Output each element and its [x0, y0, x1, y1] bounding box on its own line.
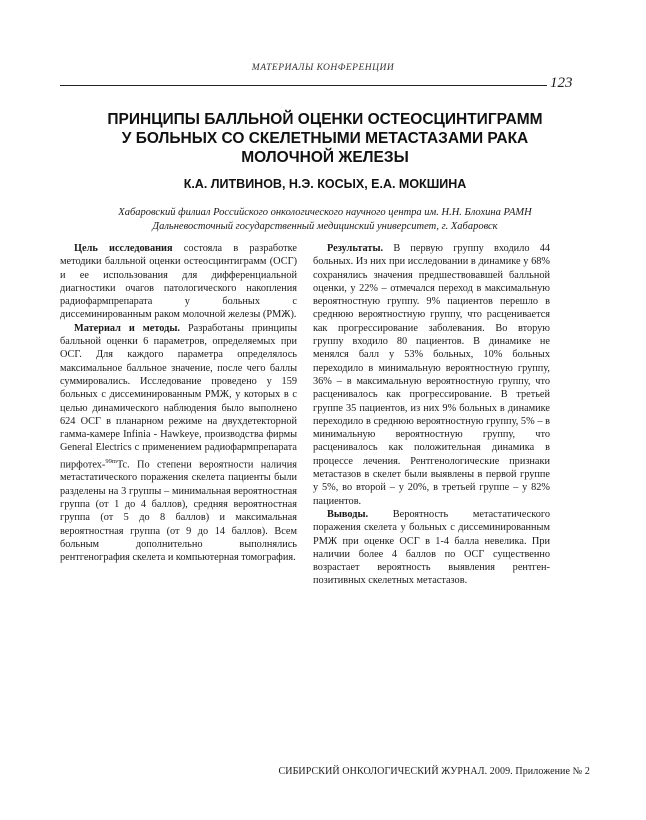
title-line: У БОЛЬНЫХ СО СКЕЛЕТНЫМИ МЕТАСТАЗАМИ РАКА — [121, 130, 529, 147]
header-rule — [60, 85, 547, 86]
aim-paragraph — [60, 242, 297, 322]
results-heading: Результаты. — [327, 243, 384, 254]
authors: К.А. ЛИТВИНОВ, Н.Э. КОСЫХ, Е.А. МОКШИНА — [183, 177, 467, 191]
aim-text: состояла в разработке методики балльной оценки остеосцинтиграмм (ОСГ) и ее использования для дифференциальной диагностики очагов патологического накопления радиофармпрепарата у больных с диссеминированным раком молочной железы (РМЖ). — [60, 243, 297, 321]
title-line: ПРИНЦИПЫ БАЛЛЬНОЙ ОЦЕНКИ ОСТЕОСЦИНТИГРАММ — [107, 111, 543, 128]
article-title — [60, 110, 590, 167]
conclusions-heading: Выводы. — [327, 508, 369, 520]
methods-heading: Материал и методы. — [74, 322, 180, 334]
title-line: МОЛОЧНОЙ ЖЕЛЕЗЫ — [241, 149, 409, 166]
methods-text-continued: Tc. По степени вероятности наличия метастатического поражения скелета пациенты были разделены на 3 группы – минимальная вероятностная группа (от 1 до 4 баллов), средняя вероятностная группа (от 5 до 8 баллов) и максимальная вероятностная группа (от 9 до 14 баллов). Всем больным дополнительно выполнялись рентгенография скелета и компьютерная томография. — [60, 459, 297, 564]
affiliation: Хабаровский филиал Российского онкологического научного центра им. Н.Н. Блохина РАМН — [118, 207, 532, 218]
left-column — [60, 242, 297, 565]
aim-heading: Цель исследования — [74, 243, 173, 254]
affiliation: Дальневосточный государственный медицинский университет, г. Хабаровск — [152, 221, 498, 232]
affiliations — [60, 206, 590, 234]
right-column — [313, 242, 550, 588]
conclusions-paragraph — [313, 508, 550, 588]
methods-text: Разработаны принципы балльной оценки 6 параметров, определяемых при ОСГ. Для каждого параметра определялось максимальное балльное значение, после чего баллы суммировались. Исследование проведено у 159 больных с диссеминированным РМЖ, у которых в с целью динамического наблюдения было выполнено 624 ОСГ в планарном режиме на двухдетекторной гамма-камере Infinia - Hawkeye, производства фирмы General Electrics с применением радиофармпрепарата пирфотех- — [60, 322, 297, 471]
page-number: 123 — [550, 75, 573, 91]
journal-footer: СИБИРСКИЙ ОНКОЛОГИЧЕСКИЙ ЖУРНАЛ. 2009. Приложение № 2 — [278, 766, 590, 777]
running-head: МАТЕРИАЛЫ КОНФЕРЕНЦИИ — [251, 63, 395, 73]
methods-paragraph — [60, 322, 297, 565]
isotope-superscript: 99m — [105, 457, 117, 465]
results-text: В первую группу входило 44 больных. Из них при исследовании в динамике у 68% сохранялись значения предшествовавшей балльной оценки, у 22% – отмечался переход в максимальную вероятностную группу. 9% пациентов перешло в среднюю вероятностную группу, что расценивается как прогрессирование заболевания. Во вторую группу входило 80 пациентов. В динамике не менялся балл у 53% больных, 10% больных переходило в минимальную вероятностную группу, 36% – в максимальную вероятностную группу, что расценивалось как прогрессирование. В третьей группе 35 пациентов, из них 9% больных в динамике переходило в среднюю вероятностную группу, 5% – в минимальную вероятностную группу, что расценивалось как положительная динамика в процессе лечения. Рентгенологические признаки метастазов в скелет были выявлены в первой группе у 5%, во второй – у 20%, в третьей группе – у 82% пациентов. — [313, 243, 550, 507]
results-paragraph — [313, 242, 550, 508]
conclusions-text: Вероятность метастатического поражения скелета у больных с диссеминированным РМЖ при оценке ОСГ в 1-4 балла невелика. При наличии более 4 баллов по ОСГ существенно возрастает вероятность выявления рентген-позитивных скелетных метастазов. — [313, 508, 550, 587]
